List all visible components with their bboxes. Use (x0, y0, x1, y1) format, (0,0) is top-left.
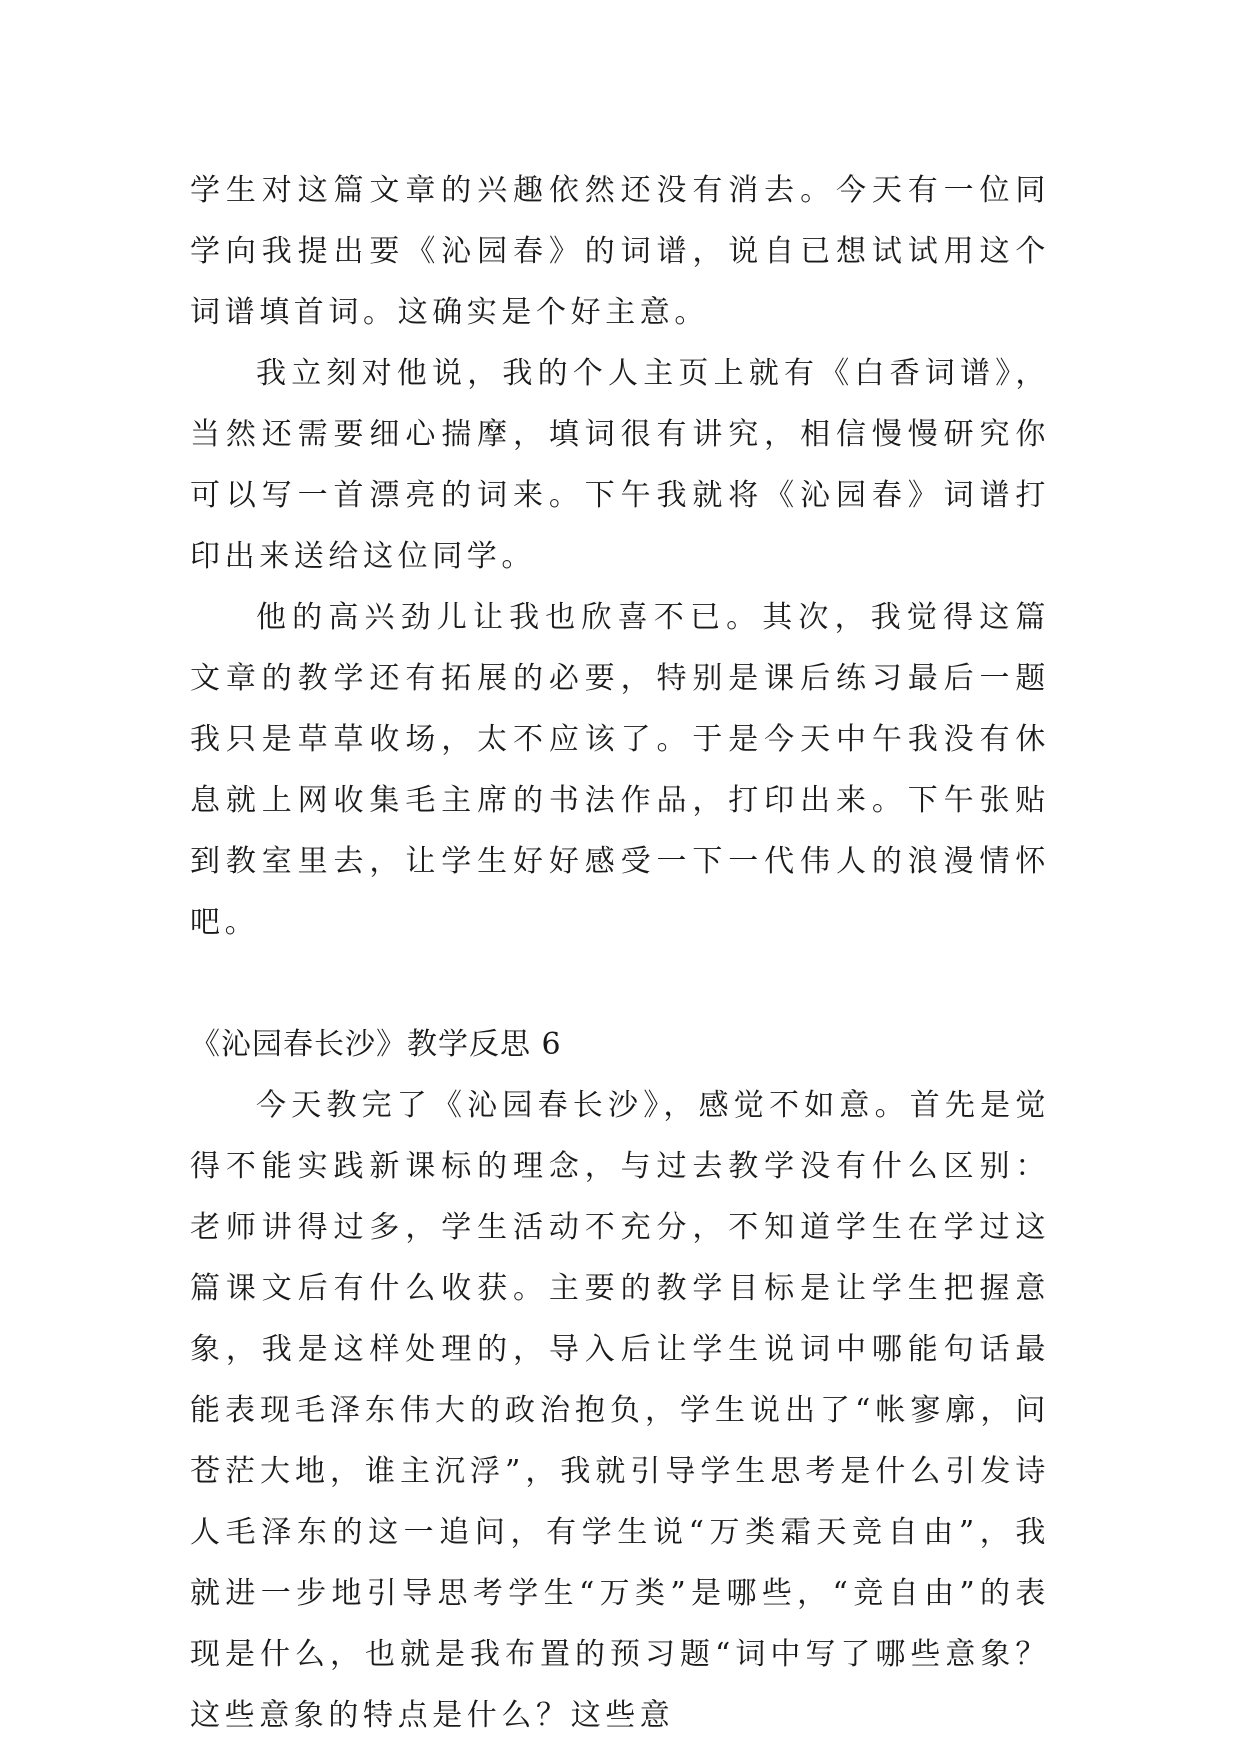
section-spacer (190, 953, 1050, 1014)
paragraph-4: 今天教完了《沁园春长沙》，感觉不如意。首先是觉得不能实践新课标的理念，与过去教学没有什么区别：老师讲得过多，学生活动不充分，不知道学生在学过这篇课文后有什么收获。主要的教学目标是让学生把握意象，我是这样处理的，导入后让学生说词中哪能句话最能表现毛泽东伟大的政治抱负，学生说出了“帐寥廓，问苍茫大地，谁主沉浮”，我就引导学生思考是什么引发诗人毛泽东的这一追问，有学生说“万类霜天竞自由”，我就进一步地引导思考学生“万类”是哪些，“竞自由”的表现是什么，也就是我布置的预习题“词中写了哪些意象？这些意象的特点是什么？这些意 (190, 1088, 1050, 1733)
document-body (190, 160, 1050, 1746)
paragraph-3: 他的高兴劲儿让我也欣喜不已。其次，我觉得这篇文章的教学还有拓展的必要，特别是课后练习最后一题我只是草草收场，太不应该了。于是今天中午我没有休息就上网收集毛主席的书法作品，打印出来。下午张贴到教室里去，让学生好好感受一下一代伟人的浪漫情怀吧。 (190, 600, 1050, 940)
paragraph-2: 我立刻对他说，我的个人主页上就有《白香词谱》，当然还需要细心揣摩，填词很有讲究，相信慢慢研究你可以写一首漂亮的词来。下午我就将《沁园春》词谱打印出来送给这位同学。 (190, 356, 1050, 574)
paragraph-1: 学生对这篇文章的兴趣依然还没有消去。今天有一位同学向我提出要《沁园春》的词谱，说自已想试试用这个词谱填首词。这确实是个好主意。 (190, 173, 1050, 330)
section-title: 《沁园春长沙》教学反思 6 (190, 1027, 562, 1062)
